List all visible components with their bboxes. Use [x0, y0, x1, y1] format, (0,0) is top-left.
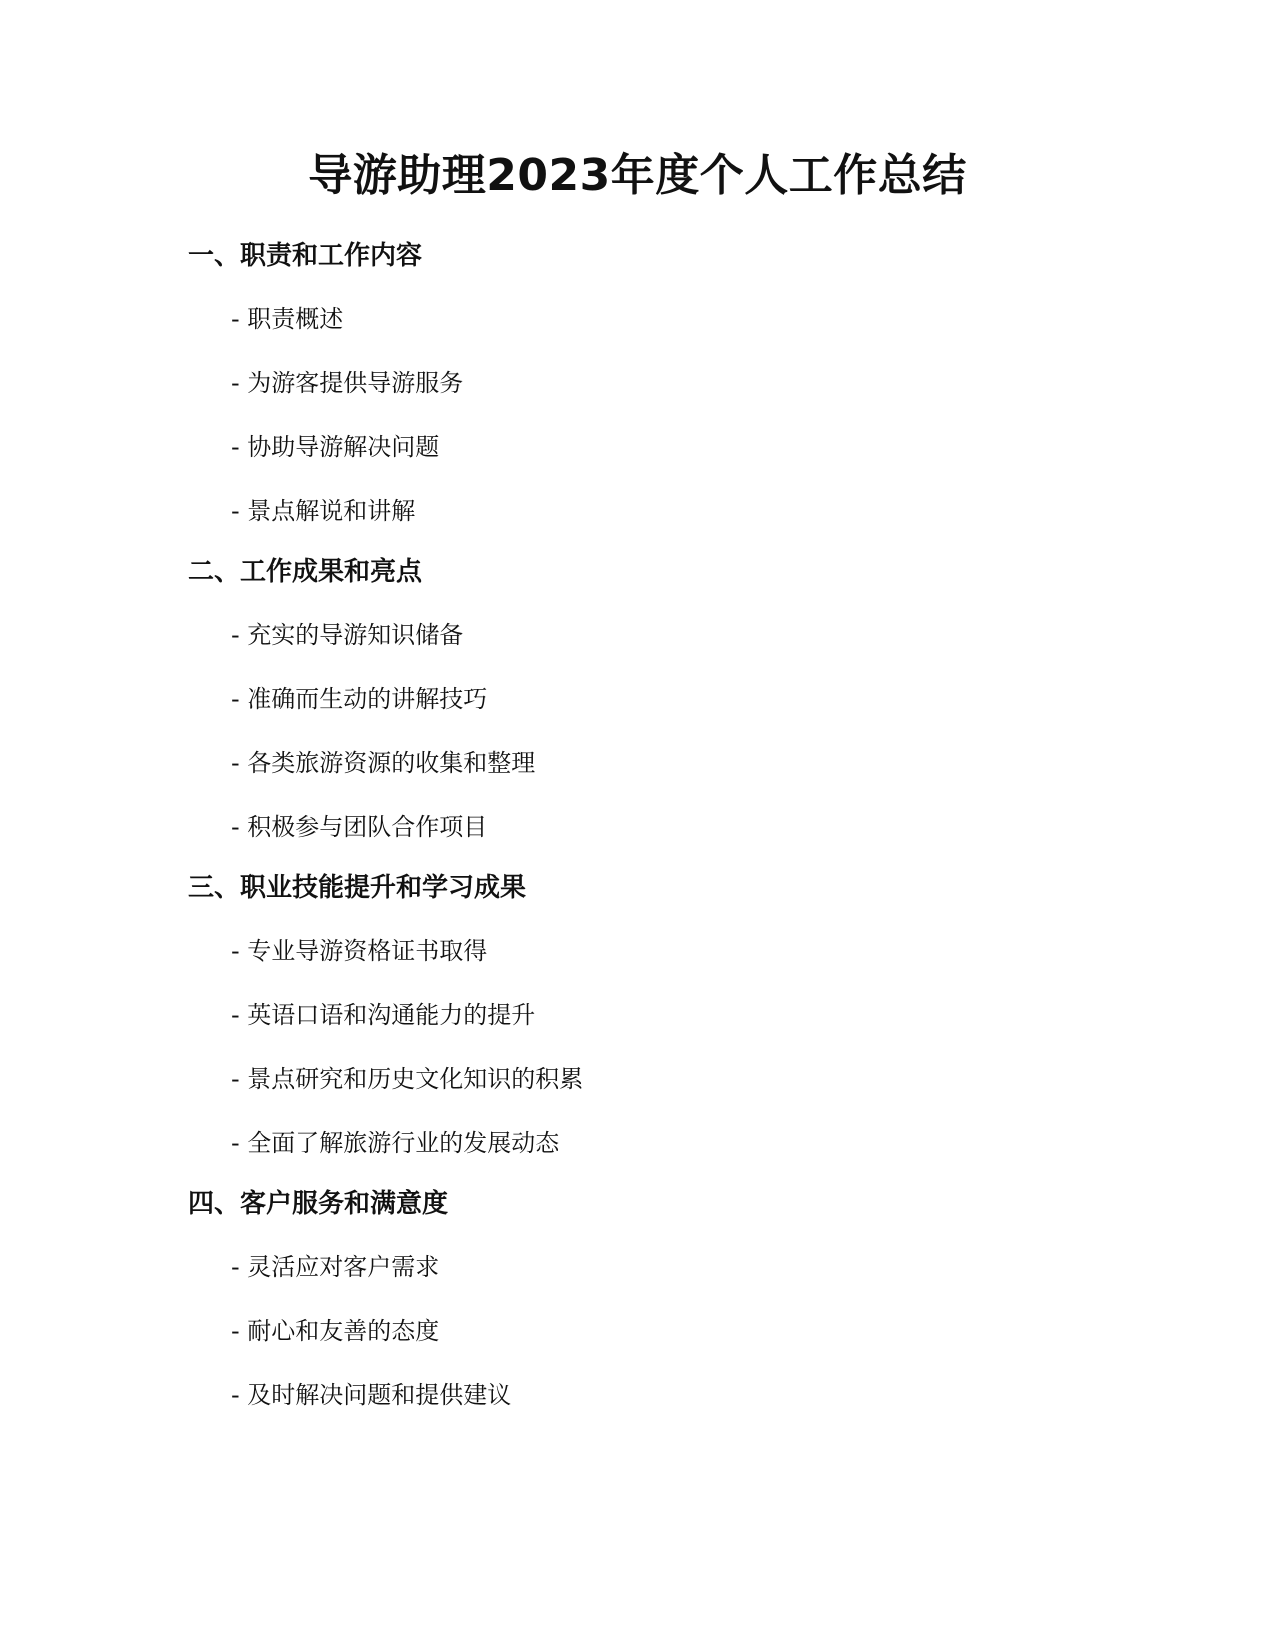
section-item-list: [188, 1250, 1088, 1412]
list-item: - 英语口语和沟通能力的提升: [231, 1001, 536, 1029]
list-item: - 全面了解旅游行业的发展动态: [231, 1129, 560, 1157]
list-item: - 积极参与团队合作项目: [231, 813, 488, 841]
section-achievements: [188, 554, 1088, 844]
list-item: - 为游客提供导游服务: [231, 369, 464, 397]
section-heading: 四、客户服务和满意度: [188, 1189, 449, 1219]
section-heading: 三、职业技能提升和学习成果: [188, 873, 527, 903]
list-item: - 灵活应对客户需求: [231, 1253, 440, 1281]
list-item: - 耐心和友善的态度: [231, 1317, 440, 1345]
section-duties: [188, 238, 1088, 528]
list-item: - 及时解决问题和提供建议: [231, 1381, 512, 1409]
section-skills: [188, 870, 1088, 1160]
section-item-list: [188, 302, 1088, 528]
list-item: - 专业导游资格证书取得: [231, 937, 488, 965]
section-customer-service: [188, 1186, 1088, 1412]
list-item: - 各类旅游资源的收集和整理: [231, 749, 536, 777]
list-item: - 景点解说和讲解: [231, 497, 416, 525]
list-item: - 职责概述: [231, 305, 344, 333]
section-item-list: [188, 618, 1088, 844]
list-item: - 协助导游解决问题: [231, 433, 440, 461]
section-heading: 一、职责和工作内容: [188, 241, 423, 271]
document-title: 导游助理2023年度个人工作总结: [308, 150, 967, 201]
section-heading: 二、工作成果和亮点: [188, 557, 423, 587]
section-item-list: [188, 934, 1088, 1160]
list-item: - 充实的导游知识储备: [231, 621, 464, 649]
list-item: - 准确而生动的讲解技巧: [231, 685, 488, 713]
list-item: - 景点研究和历史文化知识的积累: [231, 1065, 584, 1093]
